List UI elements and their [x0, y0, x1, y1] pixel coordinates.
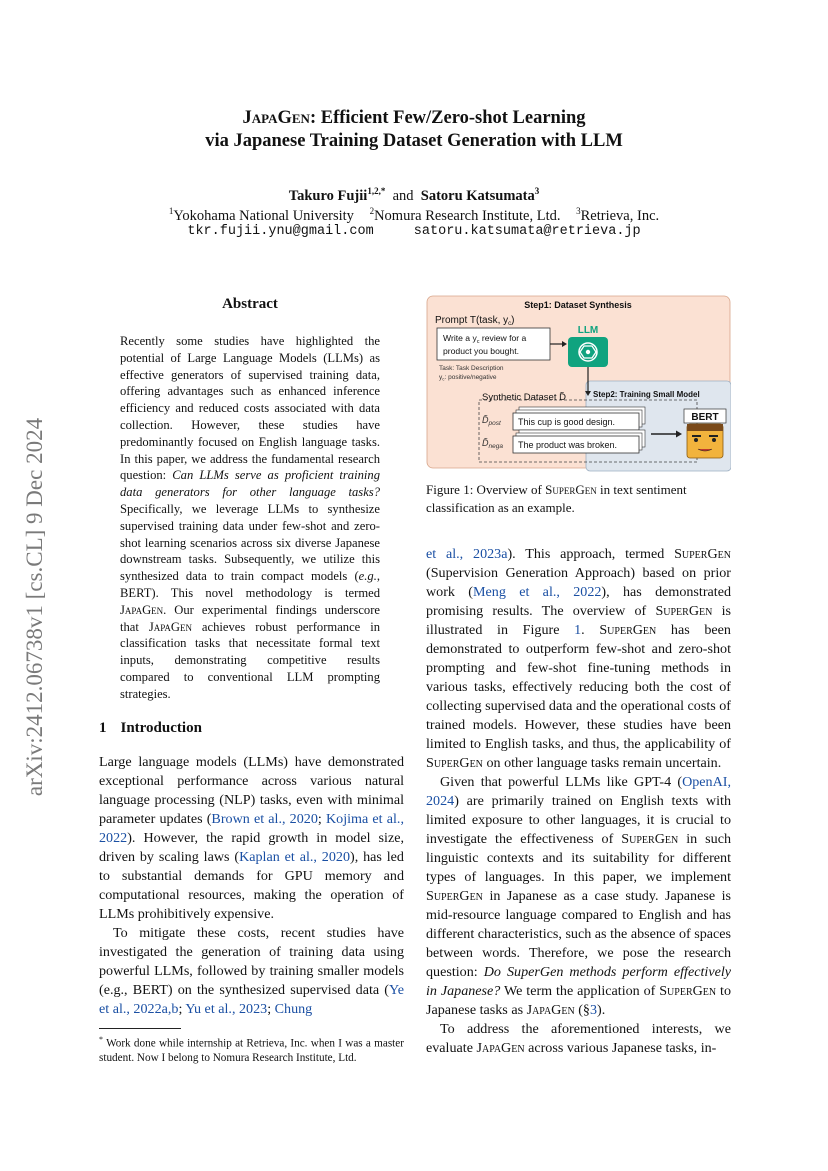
text-run: across various Japanese tasks, in- [524, 1040, 717, 1056]
figure-reference-link[interactable]: 1 [574, 622, 582, 638]
prompt-label-sub: c [508, 321, 512, 327]
supergen-term: SuperGen [599, 622, 657, 638]
citation-link[interactable]: Meng et al., 2022 [472, 584, 602, 600]
citation-link[interactable]: Chung [274, 1001, 313, 1017]
section-heading-introduction [99, 720, 202, 737]
bert-icon [684, 409, 726, 458]
citation-link[interactable]: OpenAI, 2024 [426, 774, 731, 809]
abstract-question: Can LLMs serve as proficient training data generators for other language tasks? [120, 468, 380, 500]
text-run: ), has led to substantial demands for GPU memory and computational resources, making the operation of LLMs prohibitively expensive. [99, 849, 404, 922]
intro-paragraph-4 [426, 773, 731, 1020]
text-run: . [581, 622, 600, 638]
affiliation-3-mark: 3 [576, 206, 581, 216]
text-run: has been demonstrated to outperform few-shot and zero-shot prompting and few-shot fine-tuning methods in various tasks, effectively reducing both the cost of collecting supervised data and the operational costs of trained models. However, these studies have been limited to English tasks, and thus, the applicability of [426, 622, 731, 752]
prompt-label-close: ) [511, 315, 515, 326]
step2-title: Step2: Training Small Model [593, 390, 700, 399]
text-run: ). This approach, termed [507, 546, 675, 562]
prompt-line-1-text: Write a y [443, 333, 477, 343]
llm-label: LLM [577, 325, 599, 336]
prompt-label [435, 315, 515, 327]
text-run: ; [178, 1001, 186, 1017]
abstract-text-3: , BERT). This novel methodology is termed [120, 569, 380, 600]
intro-paragraph-5 [426, 1020, 731, 1058]
citation-link[interactable]: et al., 2023a [426, 546, 508, 562]
footnote-rule [99, 1028, 181, 1029]
intro-paragraph-2 [99, 924, 404, 1019]
research-question: Do SuperGen methods perform effectively in Japanese? [426, 964, 732, 999]
supergen-term: SuperGen [426, 755, 483, 771]
footnote [99, 1033, 404, 1066]
abstract-body [120, 333, 380, 703]
text-run: on other language tasks remain uncertain. [482, 755, 722, 771]
citation-link[interactable]: Yu et al., 2023 [185, 1001, 268, 1017]
section-title: Introduction [120, 720, 202, 736]
synthetic-dataset-label: Synthetic Dataset D̃ [482, 392, 566, 403]
text-run: To mitigate these costs, recent studies have investigated the generation of training data using powerful LLMs, followed by training smaller models (e.g., BERT) on the synthesized supervised data ( [99, 925, 404, 998]
text-run: ; [317, 811, 326, 827]
paper-title [60, 107, 768, 153]
supergen-term: SuperGen [621, 831, 679, 847]
citation-link[interactable]: Brown et al., 2020 [211, 811, 318, 827]
caption-label: Figure 1: Overview of [426, 482, 546, 497]
arxiv-identifier[interactable]: arXiv:2412.06738v1 [cs.CL] 9 Dec 2024 [22, 417, 47, 797]
footnote-text: Work done while internship at Retrieva, Inc. when I was a master student. Now I belong to Nomura Research Institute, Ltd. [99, 1037, 404, 1065]
text-run: (Supervision Generation Approach) based on prior work ( [426, 565, 731, 600]
abstract-text-5: achieves robust performance in classification tasks that necessitate formal text inputs, demonstrating competitive results compared to conventional LLM prompting strategies. [120, 619, 380, 701]
citation-link[interactable]: Kaplan et al., 2020 [239, 849, 350, 865]
figure-1 [426, 295, 731, 473]
supergen-term: SuperGen [674, 546, 731, 562]
label-note-sub: c [442, 376, 445, 382]
author-1-affil: 1,2,* [367, 186, 386, 196]
abstract-text-4: . Our experimental findings underscore that [120, 602, 380, 634]
supergen-term: SuperGen [426, 888, 483, 904]
affiliation-1-name: Yokohama National University [173, 207, 354, 224]
title-line-1 [60, 107, 768, 130]
label-note-end: : positive/negative [444, 374, 497, 381]
abstract-japagen: JapaGen [120, 602, 164, 617]
authors-and: and [392, 187, 414, 204]
label-note [439, 374, 497, 382]
text-run: Large language models (LLMs) have demonstrated exceptional performance across various natural language processing (NLP) tasks, even with minimal parameter updates ( [99, 754, 404, 827]
step1-title: Step1: Dataset Synthesis [524, 300, 632, 310]
text-run: to Japanese tasks as [426, 983, 731, 1018]
text-run: Given that powerful LLMs like GPT-4 ( [440, 774, 683, 790]
text-run: ) are primarily trained on English texts with limited exposure to other languages, it is crucial to investigate the effectiveness of [426, 793, 731, 847]
d-nega-sub: nega [488, 443, 503, 450]
japagen-term: JapaGen [476, 1040, 525, 1056]
d-post-sub: post [488, 420, 501, 427]
author-2: Satoru Katsumata [420, 187, 535, 204]
text-run: ). However, the rapid growth in model size, driven by scaling laws ( [99, 830, 404, 865]
abstract-text-2: Specifically, we leverage LLMs to synthesize supervised training data under few-shot and zero-shot learning scenarios across six diverse Japanese downstream tasks. Subsequently, we utilize this synthesized data to train compact models ( [120, 501, 380, 584]
arxiv-sidebar [20, 372, 50, 842]
right-column-body [426, 545, 731, 1058]
text-run: ; [267, 1001, 275, 1017]
citation-link[interactable]: Ye et al., 2022a,b [99, 982, 404, 1017]
title-line-2: via Japanese Training Dataset Generation with LLM [205, 131, 623, 151]
bert-label: BERT [691, 412, 719, 423]
abstract-text-1: Recently some studies have highlighted the potential of Large Language Models (LLMs) as effective generators of supervised training data, offering advantages such as enhanced inference efficiency and reduced costs associated with data collection. However, these studies have predominantly focused on English language tasks. In this paper, we address the fundamental research question: [120, 334, 380, 483]
supergen-term: SuperGen [659, 983, 717, 999]
section-number: 1 [99, 720, 107, 736]
d-nega-symbol: D̃ [482, 438, 489, 448]
emails [60, 222, 768, 241]
text-run: We term the application of [500, 983, 660, 999]
abstract-japagen-2: JapaGen [148, 619, 192, 634]
caption-rest: in text sentiment classification as an example. [426, 482, 687, 515]
prompt-line-2: product you bought. [443, 346, 519, 356]
task-description-note: Task: Task Description [439, 365, 504, 372]
text-run: (§ [574, 1002, 590, 1018]
affiliation-1-mark: 1 [168, 206, 174, 216]
text-run: in Japanese as a case study. Japanese is mid-resource language compared to English and has different characteristics, such as the absence of spaces between words. Therefore, we pose the research question: [426, 888, 731, 980]
intro-paragraph-1 [99, 753, 404, 924]
email-2[interactable]: satoru.katsumata@retrieva.jp [413, 224, 641, 239]
nega-example-text: The product was broken. [518, 440, 618, 450]
email-1[interactable]: tkr.fujii.ynu@gmail.com [187, 224, 374, 239]
abstract-eg: e.g. [358, 569, 377, 584]
section-reference-link[interactable]: 3 [589, 1002, 597, 1018]
left-column-body [99, 753, 404, 1019]
d-post-symbol: D̃ [482, 415, 489, 425]
affiliation-2-mark: 2 [369, 206, 375, 216]
footnote-mark: * [99, 1035, 103, 1044]
figure-1-caption [426, 481, 731, 516]
prompt-label-text: Prompt T(task, y [435, 315, 509, 326]
post-example-text: This cup is good design. [518, 417, 616, 427]
prompt-line-1-sub: c [476, 339, 480, 345]
text-run: ), has demonstrated promising results. The overview of [426, 584, 731, 619]
title-rest: : Efficient Few/Zero-shot Learning [309, 108, 586, 128]
text-run: ). [597, 1002, 606, 1018]
text-run: in such linguistic contexts and its suitability for different types of languages. In this paper, we implement [426, 831, 731, 885]
author-1: Takuro Fujii [288, 187, 368, 204]
caption-supergen: SuperGen [545, 482, 597, 497]
citation-link[interactable]: Kojima et al., 2022 [99, 811, 404, 846]
text-run: To address the aforementioned interests, we evaluate [426, 1021, 731, 1056]
affiliation-3-name: Retrieva, Inc. [580, 207, 660, 224]
supergen-term: SuperGen [655, 603, 713, 619]
japagen-term: JapaGen [526, 1002, 575, 1018]
author-2-affil: 3 [534, 186, 540, 196]
title-japagen: JapaGen [242, 108, 310, 128]
text-run: is illustrated in Figure [426, 603, 731, 638]
prompt-line-1-end: review for a [479, 333, 527, 343]
intro-paragraph-3 [426, 545, 731, 773]
affiliation-2-name: Nomura Research Institute, Ltd. [374, 207, 561, 224]
abstract-heading: Abstract [222, 296, 278, 312]
label-note-y: y [439, 374, 443, 381]
